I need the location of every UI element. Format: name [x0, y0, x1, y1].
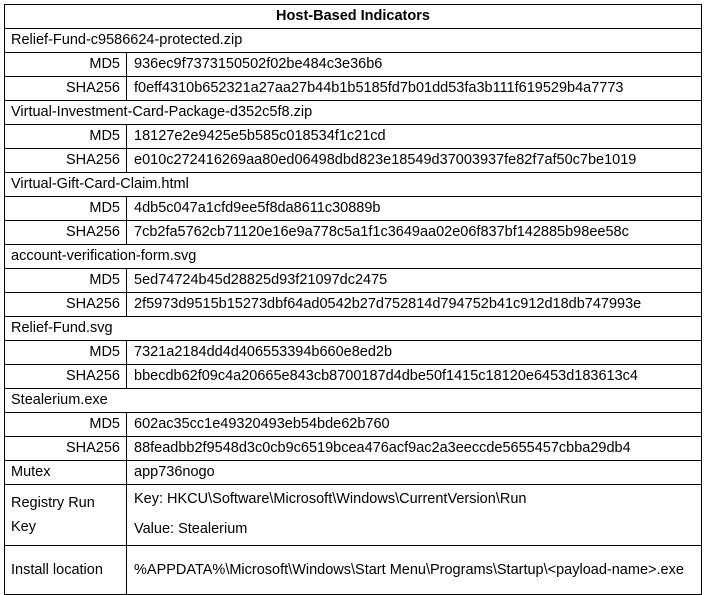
- sha256-value: bbecdb62f09c4a20665e843cb8700187d4dbe50f1415c18120e6453d183613c4: [127, 365, 702, 389]
- registry-key: Key: HKCU\Software\Microsoft\Windows\CurrentVersion\Run: [134, 491, 527, 507]
- indicators-table-container: [4, 4, 702, 595]
- hash-row: [5, 197, 702, 221]
- install-row: [5, 546, 702, 595]
- md5-label: MD5: [5, 53, 127, 77]
- hash-row: [5, 413, 702, 437]
- file-row: [5, 173, 702, 197]
- table-title: Host-Based Indicators: [5, 5, 702, 29]
- file-row: [5, 101, 702, 125]
- registry-label: Registry Run Key: [5, 485, 127, 546]
- sha256-label: SHA256: [5, 77, 127, 101]
- sha256-label: SHA256: [5, 149, 127, 173]
- hash-row: [5, 341, 702, 365]
- md5-value: 7321a2184dd4d406553394b660e8ed2b: [127, 341, 702, 365]
- md5-value: 18127e2e9425e5b585c018534f1c21cd: [127, 125, 702, 149]
- file-row: [5, 317, 702, 341]
- hash-row: [5, 53, 702, 77]
- sha256-value: 2f5973d9515b15273dbf64ad0542b27d752814d794752b41c912d18db747993e: [127, 293, 702, 317]
- registry-row: [5, 485, 702, 546]
- sha256-value: e010c272416269aa80ed06498dbd823e18549d37003937fe82f7af50c7be1019: [127, 149, 702, 173]
- mutex-label: Mutex: [5, 461, 127, 485]
- sha256-label: SHA256: [5, 365, 127, 389]
- file-row: [5, 389, 702, 413]
- hash-row: [5, 149, 702, 173]
- mutex-row: [5, 461, 702, 485]
- md5-label: MD5: [5, 125, 127, 149]
- file-name: Stealerium.exe: [5, 389, 702, 413]
- md5-value: 5ed74724b45d28825d93f21097dc2475: [127, 269, 702, 293]
- md5-label: MD5: [5, 197, 127, 221]
- registry-value: Value: Stealerium: [134, 521, 248, 537]
- table-header-row: [5, 5, 702, 29]
- sha256-label: SHA256: [5, 221, 127, 245]
- file-name: Virtual-Investment-Card-Package-d352c5f8.zip: [5, 101, 702, 125]
- file-row: [5, 29, 702, 53]
- sha256-value: 88feadbb2f9548d3c0cb9c6519bcea476acf9ac2a3eeccde5655457cbba29db4: [127, 437, 702, 461]
- hash-row: [5, 365, 702, 389]
- md5-value: 4db5c047a1cfd9ee5f8da8611c30889b: [127, 197, 702, 221]
- install-value: %APPDATA%\Microsoft\Windows\Start Menu\Programs\Startup\<payload-name>.exe: [127, 546, 702, 595]
- file-name: Virtual-Gift-Card-Claim.html: [5, 173, 702, 197]
- indicators-table: [4, 4, 702, 595]
- md5-label: MD5: [5, 341, 127, 365]
- hash-row: [5, 437, 702, 461]
- hash-row: [5, 77, 702, 101]
- hash-row: [5, 221, 702, 245]
- file-name: account-verification-form.svg: [5, 245, 702, 269]
- hash-row: [5, 125, 702, 149]
- file-name: Relief-Fund-c9586624-protected.zip: [5, 29, 702, 53]
- hash-row: [5, 269, 702, 293]
- md5-label: MD5: [5, 269, 127, 293]
- file-name: Relief-Fund.svg: [5, 317, 702, 341]
- md5-label: MD5: [5, 413, 127, 437]
- mutex-value: app736nogo: [127, 461, 702, 485]
- md5-value: 602ac35cc1e49320493eb54bde62b760: [127, 413, 702, 437]
- install-label: Install location: [5, 546, 127, 595]
- sha256-value: 7cb2fa5762cb71120e16e9a778c5a1f1c3649aa02e06f837bf142885b98ee58c: [127, 221, 702, 245]
- md5-value: 936ec9f7373150502f02be484c3e36b6: [127, 53, 702, 77]
- file-row: [5, 245, 702, 269]
- registry-values: [127, 485, 702, 546]
- sha256-label: SHA256: [5, 293, 127, 317]
- hash-row: [5, 293, 702, 317]
- sha256-label: SHA256: [5, 437, 127, 461]
- sha256-value: f0eff4310b652321a27aa27b44b1b5185fd7b01dd53fa3b111f619529b4a7773: [127, 77, 702, 101]
